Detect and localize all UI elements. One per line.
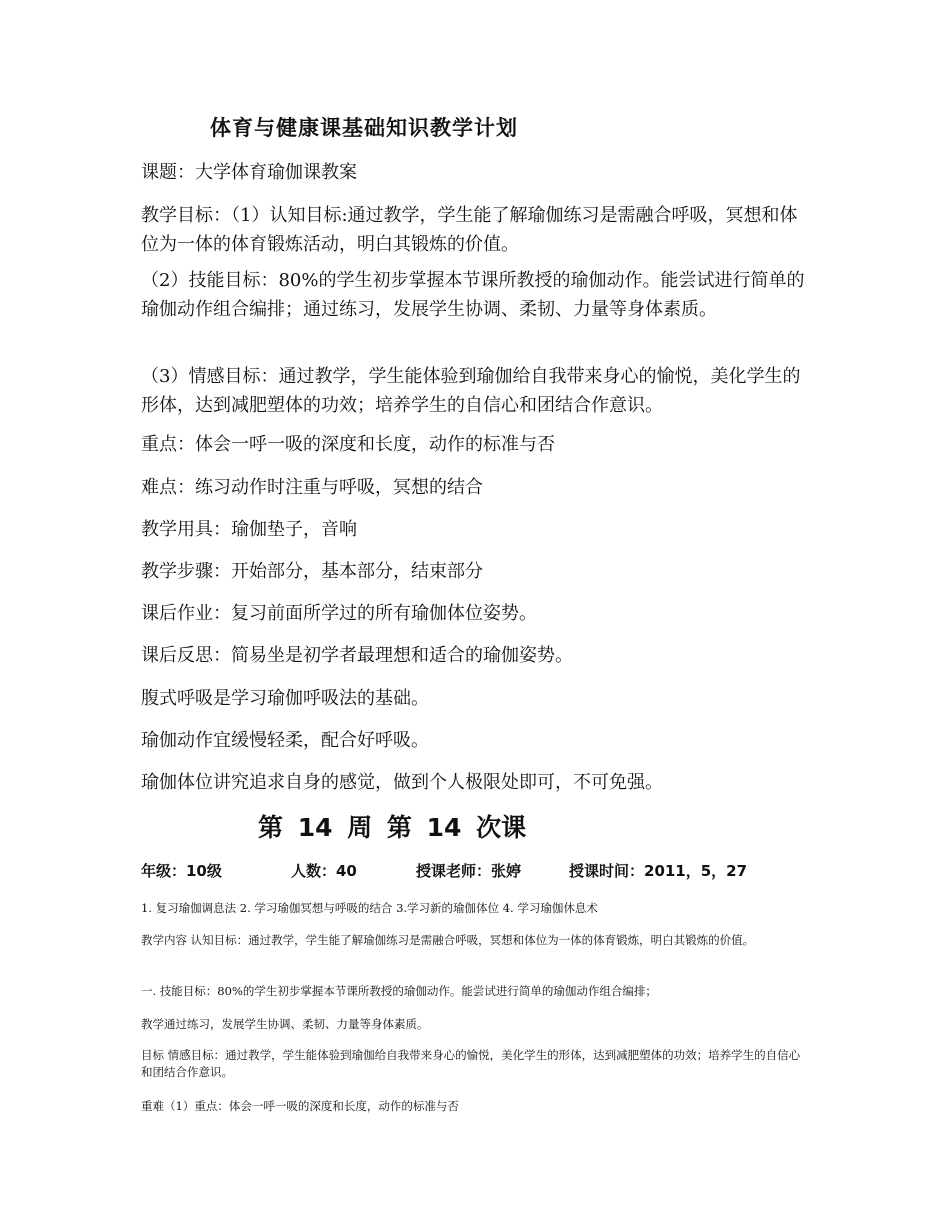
paragraph-steps: 教学步骤：开始部分，基本部分，结束部分: [141, 561, 483, 582]
meta-count: 人数：40: [291, 862, 357, 880]
paragraph-posture: 瑜伽体位讲究追求自身的感觉，做到个人极限处即可，不可免强。: [141, 772, 663, 793]
paragraph-topic: 课题：大学体育瑜伽课教案: [141, 162, 357, 183]
detail-content: 教学内容 认知目标：通过教学，学生能了解瑜伽练习是需融合呼吸，冥想和体位为一体的体育锻炼，明白其锻炼的价值。: [141, 933, 755, 947]
meta-teacher: 授课老师：张婷: [416, 862, 522, 880]
detail-key-point: 重难（1）重点：体会一呼一吸的深度和长度，动作的标准与否: [141, 1099, 459, 1113]
detail-skill: 一. 技能目标：80%的学生初步掌握本节课所教授的瑜伽动作。能尝试进行简单的瑜伽动作组合编排；: [141, 984, 657, 998]
paragraph-equipment: 教学用具：瑜伽垫子，音响: [141, 519, 357, 540]
week-title: 第 14 周 第 14 次课: [258, 813, 527, 842]
paragraph-reflection: 课后反思：简易坐是初学者最理想和适合的瑜伽姿势。: [141, 645, 573, 666]
detail-emotional: 目标 情感目标：通过教学，学生能体验到瑜伽给自我带来身心的愉悦，美化学生的形体，达到减肥塑体的功效；培养学生的自信心和团结合作意识。: [141, 1048, 801, 1079]
paragraph-goal-emotional: （3）情感目标：通过教学，学生能体验到瑜伽给自我带来身心的愉悦，美化学生的形体，达到减肥塑体的功效；培养学生的自信心和团结合作意识。: [141, 366, 801, 416]
paragraph-difficulty: 难点：练习动作时注重与呼吸，冥想的结合: [141, 477, 483, 498]
paragraph-goal-cognitive: 教学目标：（1）认知目标:通过教学，学生能了解瑜伽练习是需融合呼吸，冥想和体位为一体的体育锻炼活动，明白其锻炼的价值。: [141, 205, 798, 255]
paragraph-key-point: 重点：体会一呼一吸的深度和长度，动作的标准与否: [141, 434, 555, 455]
paragraph-goal-skill: （2）技能目标：80%的学生初步掌握本节课所教授的瑜伽动作。能尝试进行简单的瑜伽动作组合编排；通过练习，发展学生协调、柔韧、力量等身体素质。: [141, 270, 805, 320]
meta-time: 授课时间：2011，5，27: [569, 862, 748, 880]
lesson-meta: [141, 860, 841, 881]
detail-practice: 教学通过练习，发展学生协调、柔韧、力量等身体素质。: [141, 1017, 429, 1031]
paragraph-breathing: 腹式呼吸是学习瑜伽呼吸法的基础。: [141, 688, 429, 709]
detail-list: 1. 复习瑜伽调息法 2. 学习瑜伽冥想与呼吸的结合 3.学习新的瑜伽体位 4. 学习瑜伽休息术: [141, 901, 598, 915]
paragraph-homework: 课后作业：复习前面所学过的所有瑜伽体位姿势。: [141, 603, 537, 624]
document-title: 体育与健康课基础知识教学计划: [210, 116, 518, 140]
meta-grade: 年级：10级: [141, 862, 222, 880]
paragraph-movement: 瑜伽动作宜缓慢轻柔，配合好呼吸。: [141, 730, 429, 751]
